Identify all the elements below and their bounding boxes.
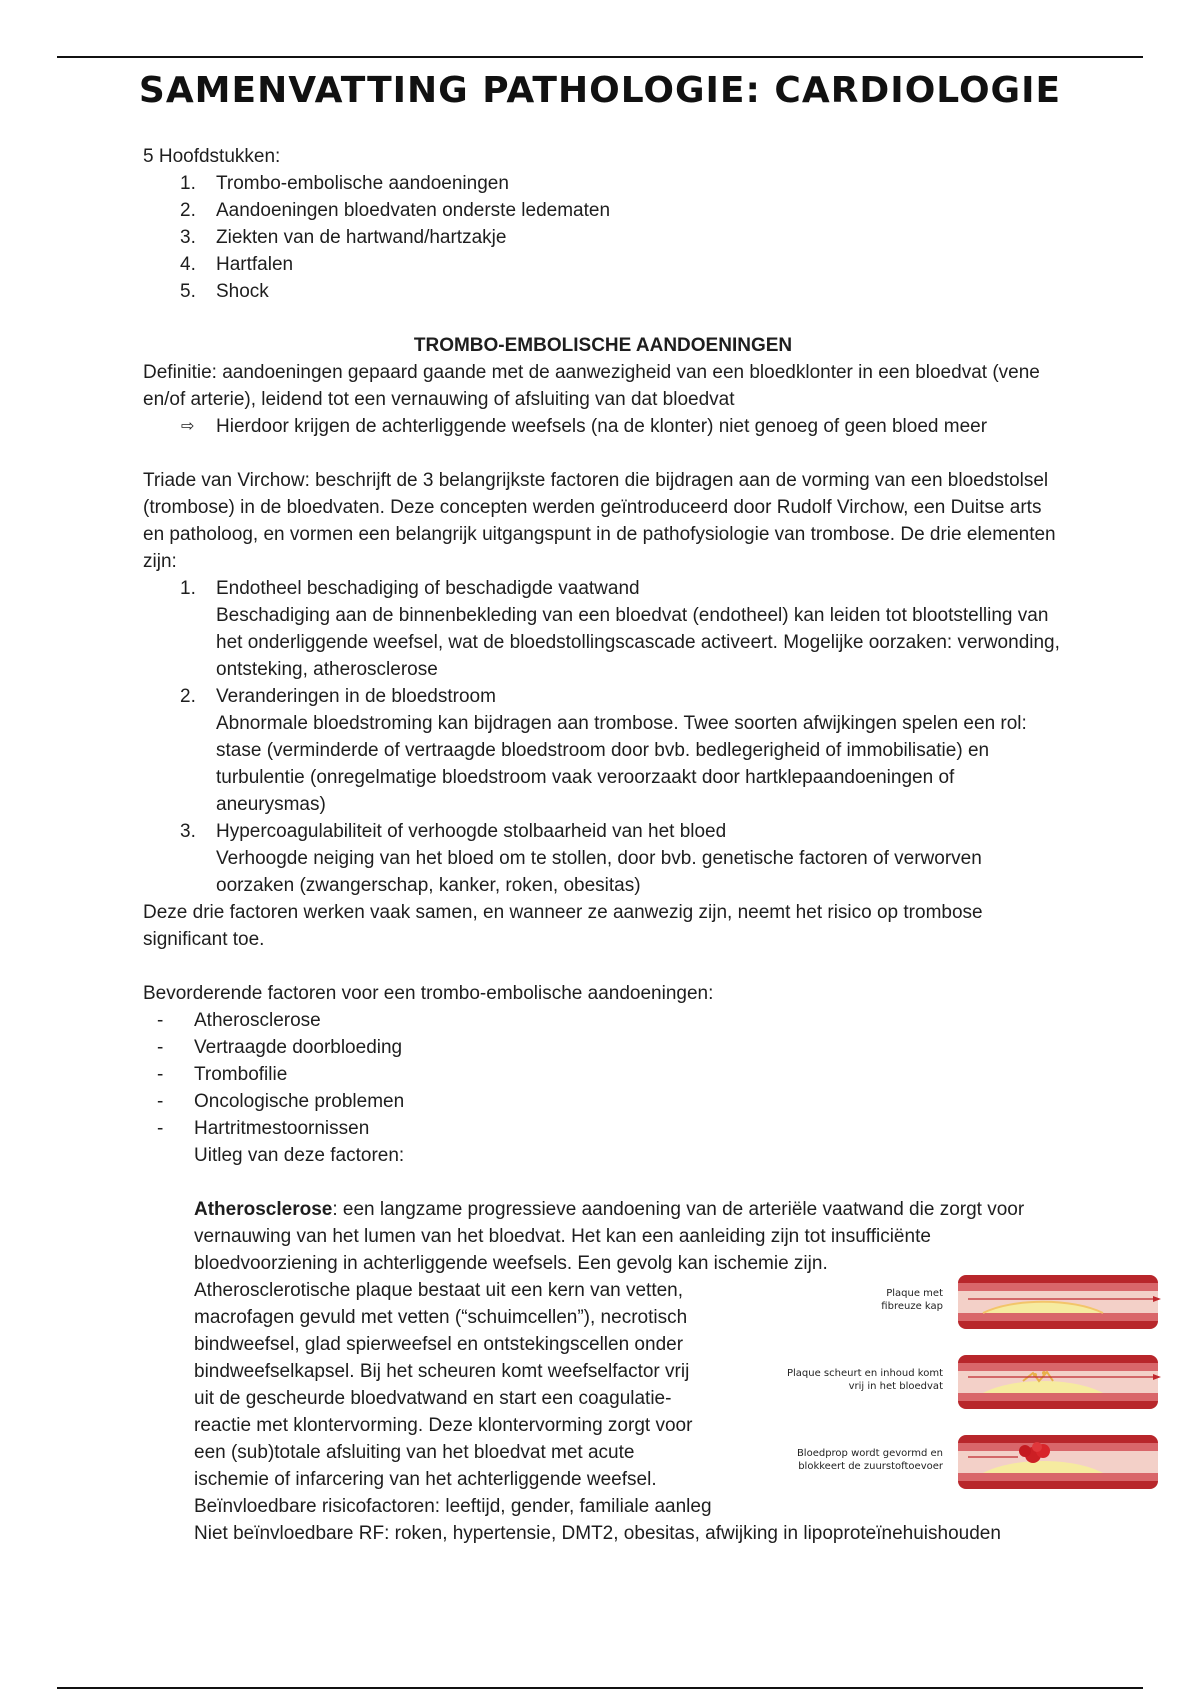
factor-item: - Atherosclerose xyxy=(157,1010,321,1031)
page-title: SAMENVATTING PATHOLOGIE: CARDIOLOGIE xyxy=(138,70,1062,111)
definition: Definitie: aandoeningen gepaard gaande met de aanwezigheid van een bloedklonter in een bloedvat (vene en/of arterie), leidend tot een vernauwing of afsluiting van dat bloedvat xyxy=(143,362,1040,410)
bottom-rule xyxy=(57,1687,1143,1689)
chapter-list xyxy=(143,170,1063,305)
artery-illustration xyxy=(743,1269,1163,1489)
atherosclerosis-definition: Atherosclerose: een langzame progressieve aandoening van de arteriële vaatwand die zorgt voor vernauwing van het lumen van het bloedvat. Het kan een aanleiding zijn tot insufficiënte bloedvoorziening in achterliggende weefsels. Een gevolg kan ischemie zijn. xyxy=(194,1199,1025,1274)
caption-3-line1: Bloedprop wordt gevormd en xyxy=(796,1448,943,1459)
virchow-conclusion: Deze drie factoren werken vaak samen, en wanneer ze aanwezig zijn, neemt het risico op trombose significant toe. xyxy=(143,902,983,950)
factors-intro: Bevorderende factoren voor een trombo-embolische aandoeningen: xyxy=(143,983,714,1004)
virchow-item: 1. Endotheel beschadiging of beschadigde vaatwand Beschadiging aan de binnenbekleding van een bloedvat (endotheel) kan leiden tot blootstelling van het onderliggende weefsel, wat de bloedstollingscascade activeert. Mogelijke oorzaken: verwonding, ontsteking, atherosclerose xyxy=(180,578,1060,680)
top-rule xyxy=(57,56,1143,58)
plaque-text: Atherosclerotische plaque bestaat uit een kern van vetten, macrofagen gevuld met vetten (“schuimcellen”), necrotisch bindweefsel, glad spierweefsel en ontstekingscellen onder bindweefselkapsel. Bij het scheuren komt weefselfactor vrij uit de gescheurde bloedvatwand en start een coagulatie- reactie met klontervorming. Deze klontervorming zorgt voor een (sub)totale afsluiting van het bloedvat met acute ischemie of infarcering van het achterliggende weefsel. Beïnvloedbare risicofactoren: leeftijd, gender, familiale aanleg xyxy=(194,1280,712,1517)
artery-plaque-intact xyxy=(958,1275,1161,1329)
consequence-item: ⇨ Hierdoor krijgen de achterliggende weefsels (na de klonter) niet genoeg of geen bloed meer xyxy=(143,413,1063,440)
chapter-item: 3. Ziekten van de hartwand/hartzakje xyxy=(180,227,507,248)
section-heading: TROMBO-EMBOLISCHE AANDOENINGEN xyxy=(413,335,793,356)
chapter-item: 2. Aandoeningen bloedvaten onderste ledematen xyxy=(180,200,611,221)
factor-item: - Hartritmestoornissen xyxy=(157,1118,370,1139)
virchow-item: 2. Veranderingen in de bloedstroom Abnormale bloedstroming kan bijdragen aan trombose. Twee soorten afwijkingen spelen een rol: stase (verminderde of vertraagde bloedstroom door bvb. bedlegerigheid of immobilisatie) en turbulentie (onregelmatige bloedstroom vaak veroorzaakt door hartklepaandoeningen of aneurysmas) xyxy=(180,686,1027,815)
chapter-item: 5. Shock xyxy=(180,281,269,302)
factor-item: - Vertraagde doorbloeding xyxy=(157,1037,403,1058)
arrow-right-icon: ⇨ xyxy=(181,418,195,435)
chapters-intro: 5 Hoofdstukken: xyxy=(143,146,281,167)
factor-item: - Oncologische problemen xyxy=(157,1091,405,1112)
caption-1-line2: fibreuze kap xyxy=(881,1301,943,1312)
chapter-item: 4. Hartfalen xyxy=(180,254,294,275)
caption-2-line1: Plaque scheurt en inhoud komt xyxy=(786,1368,943,1379)
caption-3-line2: blokkeert de zuurstoftoevoer xyxy=(798,1461,943,1472)
factors-explain: Uitleg van deze factoren: xyxy=(194,1145,405,1166)
artery-plaque-ruptured xyxy=(958,1355,1161,1409)
caption-2-line2: vrij in het bloedvat xyxy=(848,1381,943,1392)
artery-blood-clot xyxy=(958,1435,1158,1489)
atherosclerosis-figure xyxy=(743,1269,1163,1489)
factors-list xyxy=(143,1007,1063,1142)
atherosclerosis-term: Atherosclerose xyxy=(194,1199,333,1220)
factor-item: - Trombofilie xyxy=(157,1064,288,1085)
virchow-intro: Triade van Virchow: beschrijft de 3 belangrijkste factoren die bijdragen aan de vorming van een bloedstolsel (trombose) in de bloedvaten. Deze concepten werden geïntroduceerd door Rudolf Virchow, een Duitse arts en patholoog, en vormen een belangrijk uitgangspunt in de pathofysiologie van trombose. De drie elementen zijn: xyxy=(143,470,1056,572)
nonmodifiable-risk-factors: Niet beïnvloedbare RF: roken, hypertensie, DMT2, obesitas, afwijking in lipoproteïnehuishouden xyxy=(194,1523,1001,1544)
chapter-item: 1. Trombo-embolische aandoeningen xyxy=(180,173,509,194)
plaque-block xyxy=(143,1277,1063,1520)
document-body xyxy=(143,143,1063,1547)
virchow-item: 3. Hypercoagulabiliteit of verhoogde stolbaarheid van het bloed Verhoogde neiging van het bloed om te stollen, door bvb. genetische factoren of verworven oorzaken (zwangerschap, kanker, roken, obesitas) xyxy=(180,821,982,896)
virchow-list xyxy=(143,575,1063,899)
caption-1-line1: Plaque met xyxy=(886,1288,943,1299)
